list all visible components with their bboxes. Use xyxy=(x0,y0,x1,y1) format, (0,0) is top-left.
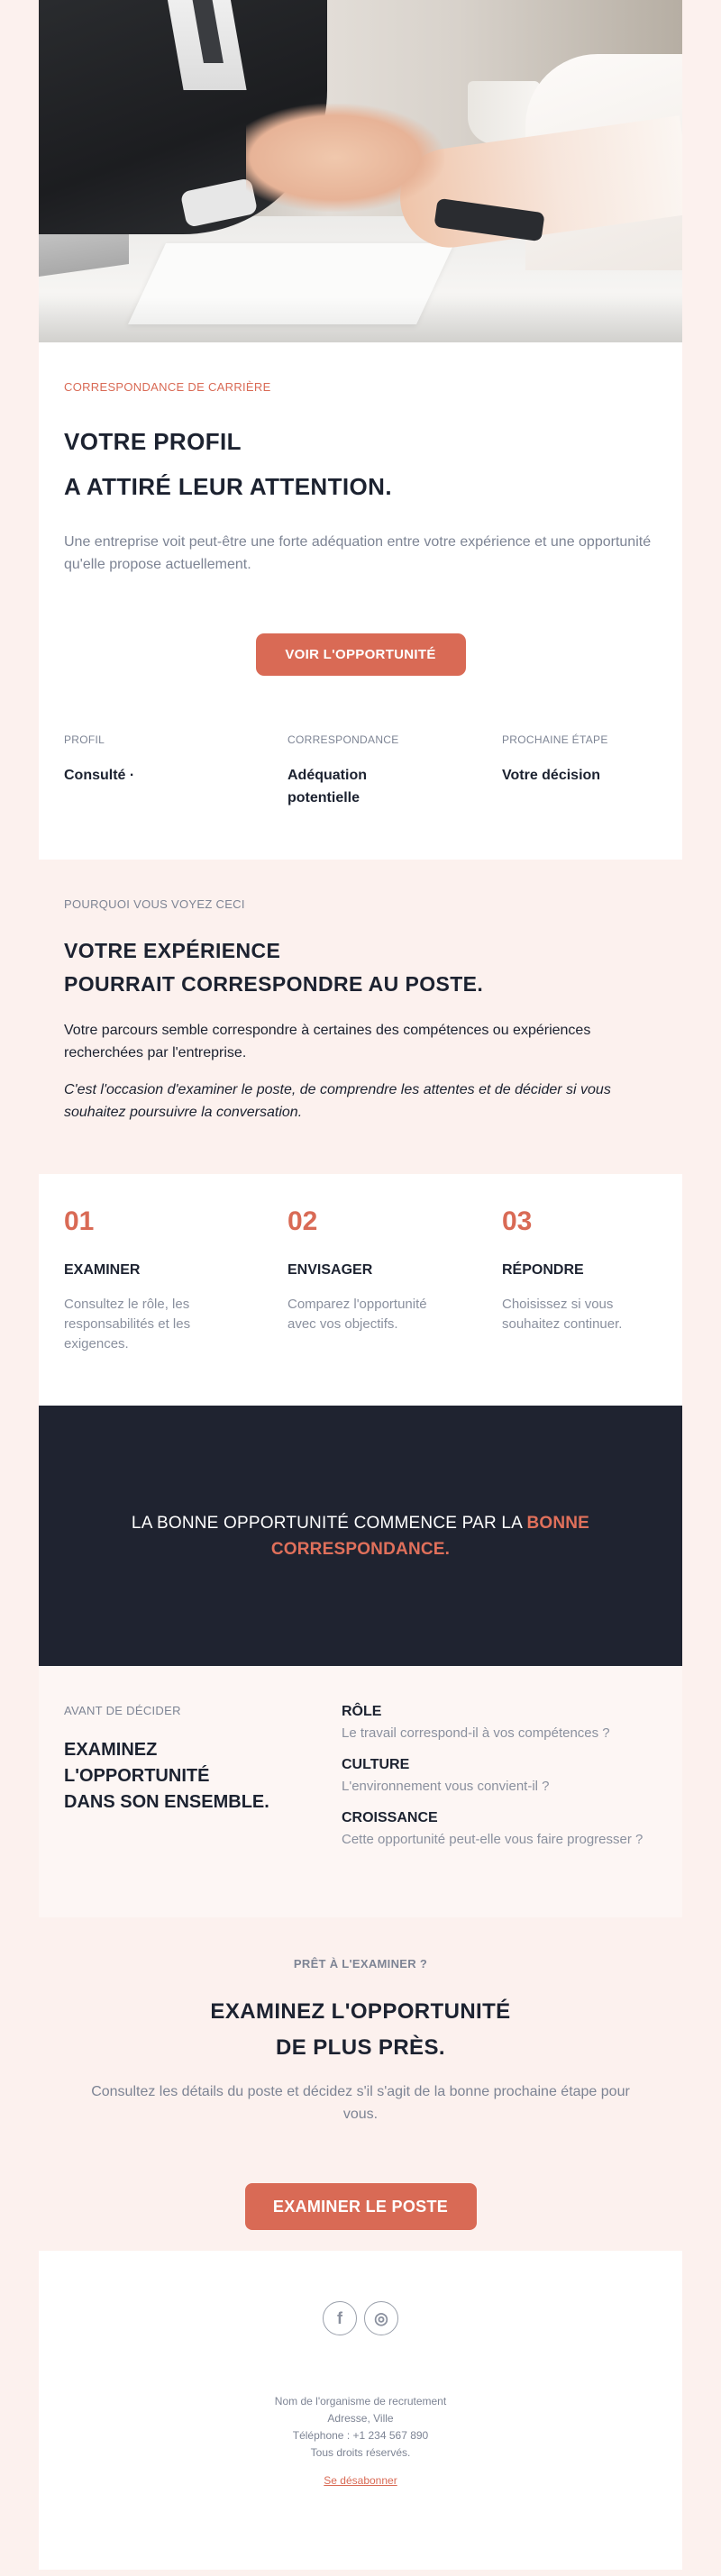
question-item xyxy=(342,1704,657,1741)
step-desc: Consultez le rôle, les responsabilités et les exigences. xyxy=(64,1297,191,1352)
review-job-button[interactable]: EXAMINER LE POSTE xyxy=(245,2183,477,2230)
footer-info xyxy=(39,2393,682,2462)
footer xyxy=(39,2251,682,2570)
intro-lead: Une entreprise voit peut-être une forte adéquation entre votre expérience et une opportunité qu'elle propose actuellement. xyxy=(64,534,652,572)
cta-lead: Consultez les détails du poste et décidez s'il s'agit de la bonne prochaine étape pour vous. xyxy=(91,2084,630,2122)
stat-profile xyxy=(64,733,287,809)
why-italic: C'est l'occasion d'examiner le poste, de comprendre les attentes et de décider si vous souhaitez poursuivre la conversation. xyxy=(64,1082,611,1120)
social-links xyxy=(39,2301,682,2335)
stat-next-step xyxy=(502,733,608,809)
stat-label: PROCHAINE ÉTAPE xyxy=(502,733,608,746)
footer-address: Adresse, Ville xyxy=(327,2412,394,2425)
stat-value: Consulté · xyxy=(64,768,135,783)
cta-title-line1: EXAMINEZ L'OPPORTUNITÉ xyxy=(210,1999,511,2024)
footer-rights: Tous droits réservés. xyxy=(310,2446,411,2459)
why-title xyxy=(64,934,657,1001)
step-title: ENVISAGER xyxy=(287,1262,373,1278)
decide-eyebrow: AVANT DE DÉCIDER xyxy=(64,1704,181,1717)
footer-phone: Téléphone : +1 234 567 890 xyxy=(292,2429,429,2442)
cta-title-line2: DE PLUS PRÈS. xyxy=(276,2035,445,2060)
question-desc: L'environnement vous convient-il ? xyxy=(342,1779,550,1794)
instagram-icon[interactable]: ◎ xyxy=(364,2301,398,2335)
question-title: CULTURE xyxy=(342,1757,410,1772)
intro-title-line2: A ATTIRÉ LEUR ATTENTION. xyxy=(64,473,392,500)
question-desc: Cette opportunité peut-elle vous faire progresser ? xyxy=(342,1832,643,1847)
stat-match xyxy=(287,733,502,809)
step-number: 02 xyxy=(287,1206,318,1236)
question-title: RÔLE xyxy=(342,1704,382,1719)
view-opportunity-button[interactable]: VOIR L'OPPORTUNITÉ xyxy=(256,633,466,676)
step-title: RÉPONDRE xyxy=(502,1262,584,1278)
cta-eyebrow: PRÊT À L'EXAMINER ? xyxy=(293,1957,428,1971)
question-desc: Le travail correspond-il à vos compétences ? xyxy=(342,1725,610,1741)
question-item xyxy=(342,1810,657,1847)
why-title-line2: POURRAIT CORRESPONDRE AU POSTE. xyxy=(64,972,484,996)
why-body: Votre parcours semble correspondre à certaines des compétences ou expériences recherchées par l'entreprise. xyxy=(64,1023,591,1060)
step-number: 03 xyxy=(502,1206,533,1236)
cta-title xyxy=(75,1994,646,2066)
intro-eyebrow: CORRESPONDANCE DE CARRIÈRE xyxy=(64,380,271,394)
intro-title xyxy=(64,419,657,509)
step-number: 01 xyxy=(64,1206,95,1236)
tagline-banner xyxy=(39,1406,682,1666)
intro-section xyxy=(39,342,682,860)
email-container xyxy=(39,0,682,2570)
step-desc: Choisissez si vous souhaitez continuer. xyxy=(502,1297,623,1332)
hero-handshake-image xyxy=(39,0,682,342)
decide-title-line3: DANS SON ENSEMBLE. xyxy=(64,1792,269,1812)
steps-section xyxy=(39,1174,682,1406)
banner-text-main: LA BONNE OPPORTUNITÉ COMMENCE PAR LA xyxy=(131,1513,527,1533)
step-item xyxy=(64,1206,287,1359)
step-item xyxy=(502,1206,637,1359)
stat-label: PROFIL xyxy=(64,733,105,746)
step-item xyxy=(287,1206,502,1359)
stats-row xyxy=(64,733,657,809)
question-title: CROISSANCE xyxy=(342,1810,438,1825)
stat-value: Votre décision xyxy=(502,768,601,783)
banner-text xyxy=(126,1510,595,1562)
why-title-line1: VOTRE EXPÉRIENCE xyxy=(64,939,281,962)
step-desc: Comparez l'opportunité avec vos objectifs. xyxy=(287,1297,427,1332)
step-title: EXAMINER xyxy=(64,1262,141,1278)
footer-org: Nom de l'organisme de recrutement xyxy=(274,2395,447,2408)
why-eyebrow: POURQUOI VOUS VOYEZ CECI xyxy=(64,897,245,911)
decide-title-line1: EXAMINEZ xyxy=(64,1740,158,1760)
banner-highlight: BONNE CORRESPONDANCE. xyxy=(270,1513,590,1559)
facebook-icon[interactable]: f xyxy=(323,2301,357,2335)
intro-title-line1: VOTRE PROFIL xyxy=(64,428,242,455)
decide-title-line2: L'OPPORTUNITÉ xyxy=(64,1766,210,1786)
unsubscribe-link[interactable]: Se désabonner xyxy=(324,2474,397,2487)
decide-questions xyxy=(342,1704,657,1881)
cta-section xyxy=(39,1917,682,2251)
decide-left xyxy=(64,1704,342,1881)
stat-label: CORRESPONDANCE xyxy=(287,733,399,746)
why-section xyxy=(39,860,682,1174)
decide-section xyxy=(39,1666,682,1917)
decide-title xyxy=(64,1737,342,1816)
stat-value: Adéquation potentielle xyxy=(287,768,367,806)
question-item xyxy=(342,1757,657,1794)
